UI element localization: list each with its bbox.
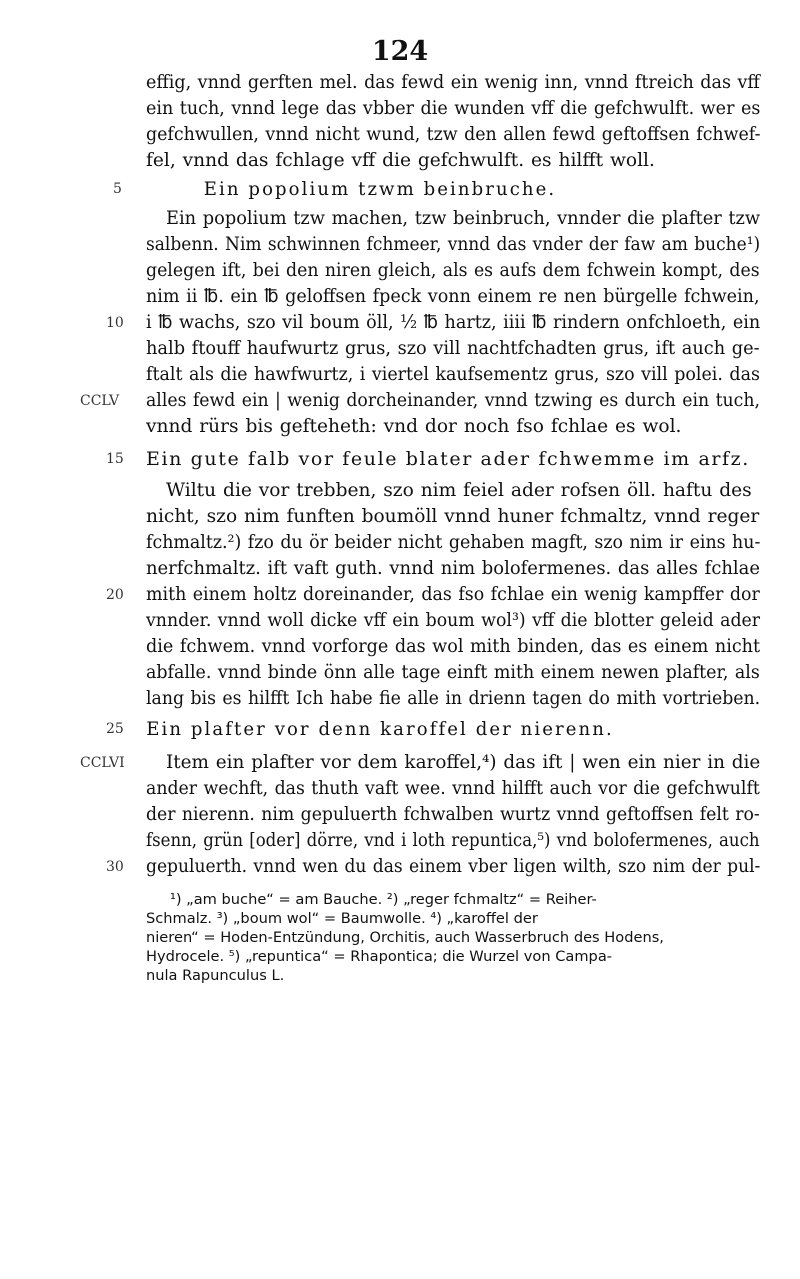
section-heading: Ein plafter vor denn karoffel der nierenn. [146,718,614,740]
text-line: gefchwullen, vnnd nicht wund, tzw den allen fewd geftoffsen fchwef- [146,124,761,145]
line-number: 30 [106,859,124,875]
footnote-line: ¹) „am buche“ = am Bauche. ²) „reger fchmaltz“ = Reiher- [170,891,597,908]
text-line: i ℔ wachs, szo vil boum öll, ½ ℔ hartz, iiii ℔ rindern onfchloeth, ein [146,312,761,333]
text-line: nicht, szo nim funften boumöll vnnd huner fchmaltz, vnnd reger [146,506,760,527]
text-line: halb ftouff haufwurtz grus, szo vill nachtfchadten grus, ift auch ge- [146,338,760,359]
text-line: alles fewd ein | wenig dorcheinander, vnnd tzwing es durch ein tuch, [146,390,760,411]
text-line: salbenn. Nim schwinnen fchmeer, vnnd das vnder der faw am buche¹) [146,234,761,255]
section-heading: Ein popolium tzwm beinbruche. [203,178,557,200]
text-line: fsenn, grün [oder] dörre, vnd i loth repuntica,⁵) vnd bolofermenes, auch [146,830,760,851]
side-mark: CCLVI [80,755,125,771]
text-line: fel, vnnd das fchlage vff die gefchwulft. es hilfft woll. [146,150,655,171]
section-heading: Ein gute falb vor feule blater ader fchwemme im arfz. [146,448,750,470]
text-line: die fchwem. vnnd vorforge das wol mith binden, das es einem nicht [146,636,761,657]
footnote-line: Hydrocele. ⁵) „repuntica“ = Rhapontica; die Wurzel von Campa- [146,948,613,965]
text-line: gepuluerth. vnnd wen du das einem vber ligen wilth, szo nim der pul- [146,856,761,877]
text-line: abfalle. vnnd binde önn alle tage einft mith einem newen plafter, als [146,662,760,683]
page-number: 124 [371,36,429,67]
text-line: ein tuch, vnnd lege das vbber die wunden vff die gefchwulft. wer es [146,98,761,119]
text-line: vnnd rürs bis gefteheth: vnd dor noch fso fchlae es wol. [146,416,682,437]
line-number: 25 [106,721,124,737]
text-line: vnnder. vnnd woll dicke vff ein boum wol³) vff die blotter geleid ader [146,610,761,631]
footnote-line: nieren“ = Hoden-Entzündung, Orchitis, auch Wasserbruch des Hodens, [146,929,664,946]
text-line: ander wechft, das thuth vaft wee. vnnd hilfft auch vor die gefchwulft [146,778,760,799]
line-number: 20 [106,587,124,603]
text-line: gelegen ift, bei den niren gleich, als es aufs dem fchwein kompt, des [146,260,760,281]
footnote-line: nula Rapunculus L. [146,967,285,984]
text-line: der nierenn. nim gepuluerth fchwalben wurtz vnnd geftoffsen felt ro- [146,804,760,825]
text-line: nerfchmaltz. ift vaft guth. vnnd nim bolofermenes. das alles fchlae [146,558,761,579]
text-line: Wiltu die vor trebben, szo nim feiel ader rofsen öll. haftu des [166,480,752,501]
text-line: mith einem holtz doreinander, das fso fchlae ein wenig kampffer dor [146,584,760,605]
line-number: 10 [106,315,124,331]
text-line: lang bis es hilfft Ich habe fie alle in drienn tagen do mith vortrieben. [146,688,761,709]
line-number: 5 [113,181,122,197]
text-line: ftalt als die hawfwurtz, i viertel kaufsementz grus, szo vill polei. das [146,364,760,385]
side-mark: CCLV [80,393,120,409]
text-line: nim ii ℔. ein ℔ geloffsen fpeck vonn einem re nen bürgelle fchwein, [146,286,760,307]
line-number: 15 [106,451,124,467]
footnote-line: Schmalz. ³) „boum wol“ = Baumwolle. ⁴) „karoffel der [146,910,538,927]
text-line: Ein popolium tzw machen, tzw beinbruch, vnnder die plafter tzw [166,208,761,229]
text-line: fchmaltz.²) fzo du ör beider nicht gehaben magft, szo nim ir eins hu- [146,532,761,553]
text-line: effig, vnnd gerften mel. das fewd ein wenig inn, vnnd ftreich das vff [146,72,760,93]
text-line: Item ein plafter vor dem karoffel,⁴) das ift | wen ein nier in die [166,752,761,773]
